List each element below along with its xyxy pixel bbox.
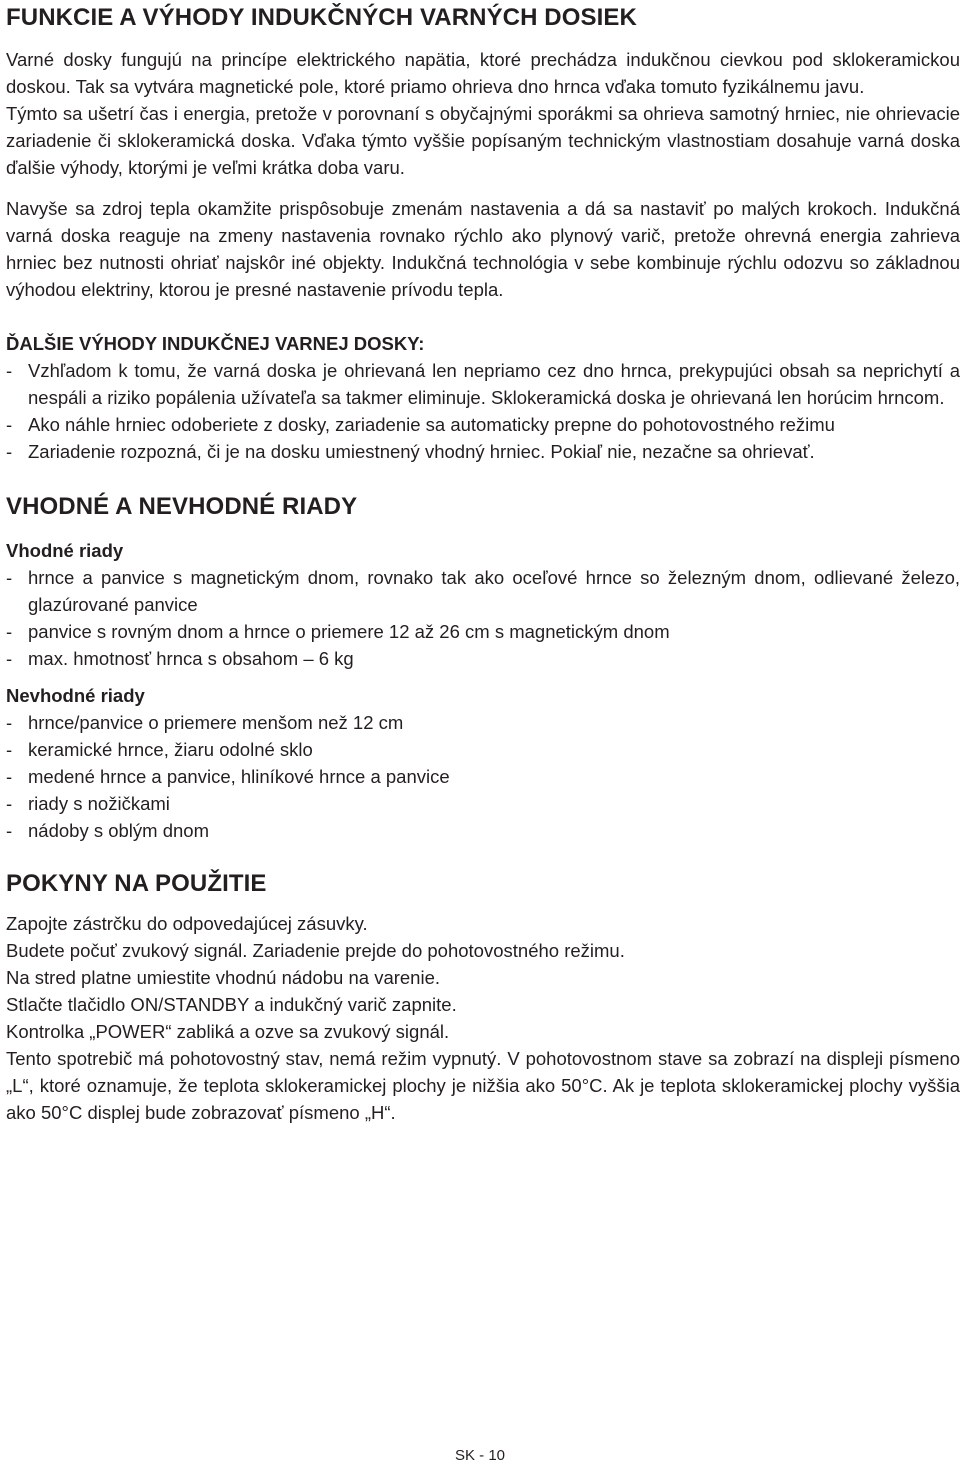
list-item: - medené hrnce a panvice, hliníkové hrnce a panvice <box>6 763 960 790</box>
instruction-line: Tento spotrebič má pohotovostný stav, nemá režim vypnutý. V pohotovostnom stave sa zobrazí na displeji písmeno „L“, ktoré oznamuje, že teplota sklokeramickej plochy je nižšia ako 50°C. Ak je teplota sklokeramickej plochy vyššia ako 50°C displej bude zobrazovať písmeno „H“. <box>6 1048 960 1123</box>
instruction-line: Stlačte tlačidlo ON/STANDBY a indukčný varič zapnite. <box>6 994 457 1015</box>
list-item: - hrnce a panvice s magnetickým dnom, rovnako tak ako oceľové hrnce so železným dnom, odlievané železo, glazúrované panvice <box>6 564 960 618</box>
document-page <box>6 0 960 1126</box>
section-title: VHODNÉ A NEVHODNÉ RIADY <box>6 493 358 520</box>
page-number: SK - 10 <box>454 1447 506 1464</box>
paragraph: Týmto sa ušetrí čas i energia, pretože v porovnaní s obyčajnými sporákmi sa ohrieva samotný hrniec, nie ohrievacie zariadenie či sklokeramická doska. Vďaka týmto vyššie popísaným technickým vlastnostiam dosahuje varná doska ďalšie výhody, ktorými je veľmi krátka doba varu. <box>6 103 960 178</box>
instruction-line: Budete počuť zvukový signál. Zariadenie prejde do pohotovostného režimu. <box>6 940 625 961</box>
list-item: - Vzhľadom k tomu, že varná doska je ohrievaná len nepriamo cez dno hrnca, prekypujúci obsah sa neprichytí a nespáli a riziko popálenia užívateľa sa takmer eliminuje. Sklokeramická doska je ohrievaná len horúcim hrncom. <box>6 357 960 411</box>
suitable-cookware-list <box>6 564 960 672</box>
subsection-title: ĎALŠIE VÝHODY INDUKČNEJ VARNEJ DOSKY: <box>6 333 425 354</box>
section-title: FUNKCIE A VÝHODY INDUKČNÝCH VARNÝCH DOSIEK <box>6 4 637 31</box>
subsection-title: Nevhodné riady <box>6 685 145 706</box>
section-title: POKYNY NA POUŽITIE <box>6 870 267 897</box>
list-item: - max. hmotnosť hrnca s obsahom – 6 kg <box>6 645 960 672</box>
list-item: - hrnce/panvice o priemere menšom než 12 cm <box>6 709 960 736</box>
instruction-line: Na stred platne umiestite vhodnú nádobu na varenie. <box>6 967 441 988</box>
list-item: - Ako náhle hrniec odoberiete z dosky, zariadenie sa automaticky prepne do pohotovostného režimu <box>6 411 960 438</box>
list-item: - riady s nožičkami <box>6 790 960 817</box>
list-item: - nádoby s oblým dnom <box>6 817 960 844</box>
list-item: - Zariadenie rozpozná, či je na dosku umiestnený vhodný hrniec. Pokiaľ nie, nezačne sa ohrievať. <box>6 438 960 465</box>
list-item: - panvice s rovným dnom a hrnce o priemere 12 až 26 cm s magnetickým dnom <box>6 618 960 645</box>
unsuitable-cookware-list <box>6 709 960 844</box>
list-item: - keramické hrnce, žiaru odolné sklo <box>6 736 960 763</box>
instruction-line: Kontrolka „POWER“ zabliká a ozve sa zvukový signál. <box>6 1021 450 1042</box>
subsection-title: Vhodné riady <box>6 540 124 561</box>
instruction-line: Zapojte zástrčku do odpovedajúcej zásuvky. <box>6 913 368 934</box>
advantages-list <box>6 357 960 465</box>
instructions <box>6 910 960 1126</box>
paragraph: Varné dosky fungujú na princípe elektrického napätia, ktoré prechádza indukčnou cievkou pod sklokeramickou doskou. Tak sa vytvára magnetické pole, ktoré priamo ohrieva dno hrnca vďaka tomuto fyzikálnemu javu. <box>6 49 960 97</box>
paragraph: Navyše sa zdroj tepla okamžite prispôsobuje zmenám nastavenia a dá sa nastaviť po malých krokoch. Indukčná varná doska reaguje na zmeny nastavenia rovnako rýchlo ako plynový varič, pretože ohrevná energia zahrieva hrniec bez nutnosti ohriať najskôr iné objekty. Indukčná technológia v sebe kombinuje rýchlu odozvu so základnou výhodou elektriny, ktorou je presné nastavenie prívodu tepla. <box>6 198 960 300</box>
